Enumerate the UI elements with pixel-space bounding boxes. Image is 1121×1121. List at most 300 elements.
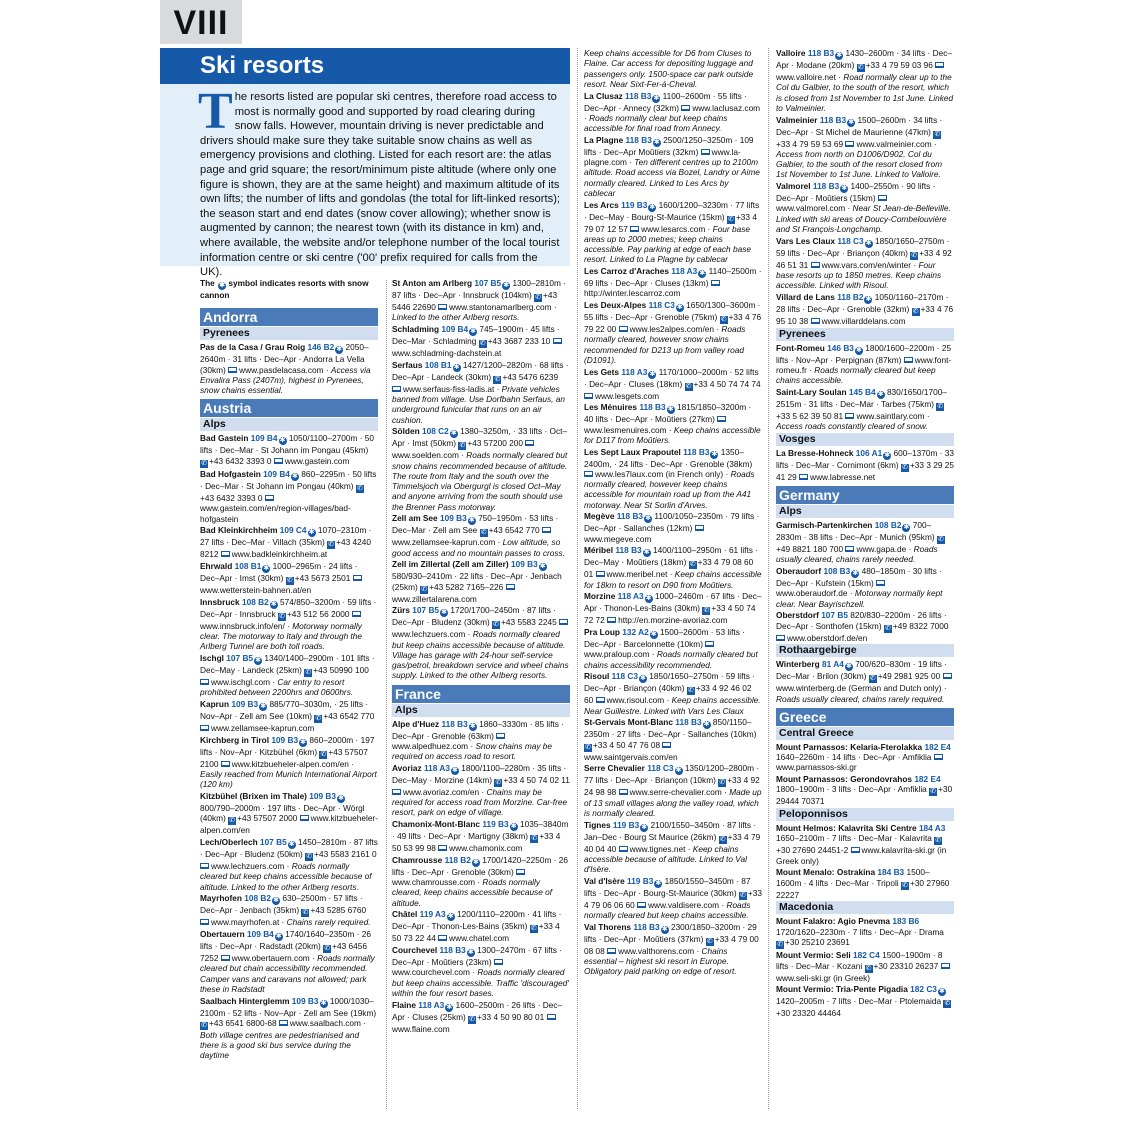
resort-details: 580/930–2410m · 22 lifts · Dec–Apr · Jenbach (25km) (392, 571, 562, 592)
website-icon (596, 571, 605, 577)
website-link[interactable]: www.serfaus-fiss-ladis.at (403, 383, 495, 394)
phone-number: +43 6432 3393 0 (200, 493, 263, 503)
website-icon (547, 1014, 556, 1020)
atlas-grid-ref: 81 A4 (822, 659, 844, 670)
phone-number: +33 4 79 06 06 60 (584, 887, 762, 910)
atlas-grid-ref: 108 C2 (421, 426, 449, 437)
atlas-grid-ref: 109 C4 (279, 525, 307, 536)
atlas-grid-ref: 119 A3 (419, 909, 446, 920)
resort-entry (776, 823, 954, 866)
website-link[interactable]: www.labresse.net (810, 471, 876, 482)
website-icon (265, 495, 274, 501)
resort-entry (584, 367, 762, 401)
snow-cannon-icon: ✱ (653, 94, 660, 102)
phone-number: +33 4 76 79 22 00 (584, 312, 762, 334)
snow-cannon-icon: ✱ (452, 766, 458, 774)
website-link[interactable]: www.stantonamarlberg.com (449, 302, 552, 312)
snow-cannon-icon: ✱ (510, 823, 517, 830)
website-icon (438, 935, 447, 941)
atlas-grid-ref: 109 B3 (439, 513, 467, 524)
resort-details: 1427/1200–2820m · 68 lifts · Dec–Apr · Landeck (30km) (392, 359, 569, 382)
resort-details: 480–1850m · 30 lifts · Dec–Apr · Kufstein (15km) (776, 566, 942, 588)
website-link[interactable]: www.lesgets.com (595, 390, 660, 401)
website-link[interactable]: www.seli-ski.gr (in Greek) (776, 972, 871, 983)
snow-cannon-icon: ✱ (453, 363, 460, 371)
country-heading: France (392, 685, 570, 703)
snow-cannon-icon: ✱ (469, 722, 476, 730)
website-link[interactable]: www.avoriaz.com/en (403, 786, 480, 797)
phone-icon: ✆ (777, 940, 783, 948)
phone-icon: ✆ (324, 945, 331, 952)
continued-note: Keep chains accessible for D6 from Cluses to Flaine. Car access for depositing luggage and passengers only. 1500-space car park outside resort. Near Sixt-Fer-á-Cheval. (584, 48, 754, 89)
resort-note: Keep chains accessible for D117 from Moûtiers. (584, 424, 761, 445)
website-link[interactable]: www.lechzuers.com (392, 629, 466, 640)
website-icon (221, 761, 230, 767)
website-link[interactable]: www.kitzbueheler-alpen.com/en (231, 758, 349, 769)
phone-icon: ✆ (912, 307, 919, 315)
atlas-grid-ref: 108 B1 (424, 359, 452, 370)
atlas-grid-ref: 109 B3 (231, 699, 259, 709)
website-link[interactable]: www.valthorens.com (618, 945, 695, 956)
snow-cannon-icon: ✱ (939, 988, 945, 996)
resort-entry: Kirchberg in Tirol 109 B3 ✱ 860–2000m · 197 lifts · Nov–Apr · Kitzbühel (6km) ✆ +43 57507 2100 www.kitzbueheler-alpen.com/en · Easily reached from Munich International Airport (120 km) (200, 734, 377, 790)
resort-entry: Les Deux-Alpes 118 C3 ✱ 1650/1300–3600m · 55 lifts · Dec–Apr · Grenoble (75km) ✆ +33 4 76 79 22 00 www.les2alpes.com/en · Roads normally cleared, however snow chains recommended for D213 up from valley road (D1091). (584, 300, 762, 365)
website-link[interactable]: www.obertauern.com (231, 953, 310, 963)
website-link[interactable]: www.courchevel.com (392, 967, 470, 978)
country-heading: Germany (776, 486, 954, 504)
resort-entry: Winterberg 81 A4 ✱ 700/620–830m · 19 lifts · Dec–Mar · Brilon (30km) ✆ +49 2981 925 00 www.winterberg.de (German and Dutch only) · Roads usually cleared, chains rarely required. (776, 659, 954, 704)
resort-details: 860–2295m · 50 lifts · Dec–Mar · St Johann im Pongau (40km) (200, 469, 377, 491)
resort-entry: Zürs 107 B5 ✱ 1720/1700–2450m · 87 lifts · Dec–Apr · Bludenz (30km) ✆ +43 5583 2245 www.lechzuers.com · Roads normally cleared but keep chains accessible because of altitude. Village has garage with 24-hour self-service gas/petrol, breakdown service and wheel chains supply. Linked to the other Arlberg resorts. (392, 605, 569, 681)
website-link[interactable]: www.vars.com/en/winter (821, 259, 912, 270)
resort-entry: La Clusaz 118 B3 ✱ 1100–2600m · 55 lifts · Dec–Apr · Annecy (32km) www.laclusaz.com · Roads normally clear but keep chains accessible for final road from Annecy. (584, 90, 761, 133)
resort-note: Roads normally cleared but keep chains accessible because of altitude. Village has garage with 24-hour self-service gas/petrol, breakdown service and wheel chains supply. Linked to the other Arlberg resorts. (392, 629, 569, 681)
resort-details: 574/850–3200m · 59 lifts · Dec–Apr · Innsbruck (200, 596, 377, 619)
resort-note: Chains may be required for access road from Morzine. Car-free resort, park on edge of village. (392, 786, 568, 818)
resort-name: Innsbruck (200, 596, 240, 607)
atlas-grid-ref: 118 B2 (444, 854, 471, 865)
website-link[interactable]: www.kalavrita-ski.gr (in Greek only) (776, 845, 947, 866)
resort-name: Kirchberg in Tirol (200, 734, 269, 745)
phone-icon: ✆ (585, 743, 591, 751)
website-link[interactable]: www.lechzuers.com (211, 861, 285, 871)
website-link[interactable]: www.saintlary.com (856, 410, 925, 421)
phone-number: +43 5673 2501 (294, 573, 351, 583)
website-link[interactable]: www.villarddelans.com (821, 315, 906, 326)
website-link[interactable]: www.parnassos-ski.gr (776, 762, 857, 773)
resort-list (584, 48, 762, 977)
snow-cannon-icon: ✱ (699, 270, 706, 277)
atlas-grid-ref: 118 B3 (633, 921, 660, 932)
atlas-grid-ref: 118 C3 (647, 763, 674, 774)
snow-cannon-icon: ✱ (711, 450, 718, 458)
column-4 (776, 48, 954, 1020)
resort-entry (200, 525, 378, 559)
website-link[interactable]: www.zellamsee-kaprun.com (211, 723, 315, 733)
website-link[interactable]: www.la-plagne.com (584, 146, 741, 167)
website-link[interactable]: www.ischgl.com (211, 677, 271, 687)
atlas-grid-ref: 107 B5 (412, 605, 440, 616)
resort-note: Roads normally cleared, however keep chains accessible for mountain road up from the A41 motorway. Near St Sorlin d'Arves. (584, 468, 755, 510)
resort-entry: Tignes 119 B3 ✱ 2100/1550–3450m · 87 lifts · Jan–Dec · Bourg St Maurice (26km) ✆ +33 4 79 40 04 40 www.tignes.net · Keep chains accessible because of altitude. Linked to Val d'Isère. (584, 819, 761, 874)
atlas-grid-ref: 118 B3 (441, 718, 468, 729)
column-divider (768, 48, 769, 1109)
resort-details: 1600/1200–3230m · 77 lifts · Dec–May · Bourg-St-Maurice (15km) (584, 199, 760, 222)
atlas-grid-ref: 146 B3 (827, 342, 854, 353)
resort-name: Serre Chevalier (584, 763, 645, 774)
atlas-grid-ref: 109 B4 (250, 433, 278, 444)
website-icon (695, 525, 704, 531)
phone-icon: ✆ (201, 459, 207, 467)
website-link[interactable]: www.schladming-dachstein.at (392, 348, 502, 358)
website-link[interactable]: www.risoul.com (606, 695, 665, 706)
atlas-grid-ref: 118 B3 (625, 90, 652, 101)
resort-details: 1070–2310m · 27 lifts · Dec–Mar · Villach (35km) (200, 525, 372, 548)
resort-name: Megève (584, 511, 615, 522)
snow-cannon-icon: ✱ (852, 570, 859, 577)
region-heading: Vosges (776, 433, 954, 446)
website-link[interactable]: http://en.morzine-avoriaz.com (618, 615, 728, 626)
atlas-grid-ref: 145 B4 (848, 386, 876, 397)
atlas-grid-ref: 118 B3 (819, 114, 847, 125)
resort-name: Saint-Lary Soulan (776, 386, 847, 397)
phone-number: +33 4 92 24 98 98 (584, 775, 760, 798)
resort-name: Morzine (584, 591, 616, 602)
snow-cannon-icon: ✱ (653, 138, 660, 146)
website-link[interactable]: www.soelden.com (392, 450, 459, 461)
atlas-grid-ref: 109 B4 (441, 324, 469, 334)
resort-name: Vars Les Claux (776, 235, 836, 246)
phone-icon: ✆ (728, 215, 734, 223)
resort-entry (200, 699, 378, 733)
website-link[interactable]: www.flaine.com (392, 1023, 450, 1034)
phone-icon: ✆ (687, 687, 694, 695)
phone-number: +43 50990 100 (313, 665, 369, 675)
atlas-grid-ref: 109 B4 (247, 929, 274, 939)
resort-name: Méribel (584, 545, 614, 556)
region-heading: Alps (200, 418, 378, 431)
resort-note: Near St Jean-de-Belleville. Linked with ski areas of Doucy-Combelouvière and St François-Longchamp. (776, 203, 951, 234)
website-link[interactable]: www.saintgervais.com/en (584, 751, 678, 762)
website-link[interactable]: www.valloire.net (776, 72, 836, 82)
resort-name: Val Thorens (584, 921, 632, 932)
resort-list (200, 308, 378, 1060)
resort-details: 1380–3250m, · 33 lifts · Oct–Apr · Imst (50km) (392, 426, 568, 449)
website-link[interactable]: www.font-romeu.fr (776, 354, 952, 375)
resort-entry (584, 717, 762, 762)
resort-name: Obertauern (200, 929, 245, 939)
website-icon (934, 754, 943, 760)
resort-list (392, 278, 570, 1034)
phone-icon: ✆ (306, 853, 313, 860)
resort-details: 860–2000m · 197 lifts · Nov–Apr · Kitzbühel (6km) (200, 734, 375, 757)
resort-name: Val d'Isère (584, 875, 625, 886)
website-icon (811, 262, 820, 268)
atlas-grid-ref: 109 B4 (263, 469, 290, 479)
snow-cannon-icon: ✱ (649, 370, 656, 378)
website-icon (811, 318, 820, 324)
website-icon (701, 149, 710, 155)
website-link[interactable]: www.valmeinier.com (856, 138, 932, 149)
resort-details: 1350–2400m, · 24 lifts · Dec–Apr · Grenoble (38km) (584, 446, 753, 469)
resort-entry (392, 909, 570, 943)
website-link[interactable]: www.innsbruck.info/en/ (200, 620, 285, 631)
phone-icon: ✆ (495, 778, 502, 786)
snow-cannon-icon: ✱ (675, 767, 682, 775)
phone-icon: ✆ (421, 585, 428, 593)
website-link[interactable]: www.lesarcs.com (641, 223, 706, 234)
website-link[interactable]: www.pasdelacasa.com (239, 364, 324, 375)
resort-name: Mount Falakro: Agio Pnevma (776, 916, 891, 927)
resort-entry: La Plagne 118 B3 ✱ 2500/1250–3250m · 109 lifts · Dec–Apr Moûtiers (32km) www.la-plagne.com · Ten different centres up to 2100m altitude. Road access via Bozel, Landry or Aime normally cleared. Linked to Les Arcs by cablecar (584, 134, 760, 198)
country-heading: Andorra (200, 308, 378, 326)
website-link[interactable]: www.meribel.net (606, 569, 668, 580)
website-icon (705, 641, 714, 647)
snow-cannon-icon: ✱ (468, 517, 475, 525)
website-link[interactable]: www.badkleinkirchheim.at (231, 549, 328, 560)
website-link[interactable]: www.alpedhuez.com (392, 740, 469, 751)
phone-number: +33 5 62 39 50 81 (776, 410, 844, 421)
website-icon (506, 584, 515, 590)
phone-number: +33 4 79 59 53 69 (776, 138, 844, 149)
snow-cannon-icon: ✱ (446, 1003, 453, 1011)
website-icon (274, 458, 283, 464)
snow-cannon-icon: ✱ (661, 925, 668, 933)
resort-details: 885/770–3030m, · 25 lifts · Nov–Apr · Zell am See (10km) (200, 699, 369, 721)
website-icon (300, 815, 309, 821)
phone-icon: ✆ (201, 1021, 207, 1029)
website-link[interactable]: www.gastein.com/en/region-villages/bad-hofgastein (200, 503, 351, 524)
website-link[interactable]: www.zellamsee-kaprun.com (392, 537, 496, 548)
resort-entry: Méribel 118 B3 ✱ 1400/1100–2950m · 61 lifts · Dec–May · Moûtiers (18km) ✆ +33 4 79 08 60 01 www.meribel.net · Keep chains accessible for 18km to resort on D90 from Moûtiers. (584, 545, 762, 590)
phone-number: +30 27960 22227 (776, 877, 950, 900)
resort-details: 2100/1550–3450m · 87 lifts · Jan–Dec · Bourg St Maurice (26km) (584, 819, 757, 842)
resort-name: Kaprun (200, 699, 230, 709)
website-link[interactable]: www.gapa.de (856, 544, 907, 554)
website-link[interactable]: www.tignes.net (629, 843, 686, 854)
atlas-grid-ref: 182 E4 (924, 741, 951, 752)
resort-entry: Serre Chevalier 118 C3 ✱ 1350/1200–2800m · 77 lifts · Dec–Apr · Briançon (10km) ✆ +33 4 92 24 98 98 www.serre-chevalier.com · Made up of 13 small villages along the valley road, which is normally cleared. (584, 763, 762, 818)
atlas-grid-ref: 182 C3 (910, 984, 937, 995)
atlas-grid-ref: 118 C3 (837, 235, 864, 246)
resort-list (776, 48, 954, 1019)
website-link[interactable]: www.mayrhofen.at (211, 917, 280, 928)
website-link[interactable]: www.laclusaz.com (692, 102, 761, 113)
resort-entry: Zell am See 109 B3 ✱ 750–1950m · 53 lifts · Dec–Mar · Zell am See ✆ +43 6542 770 www.zellamsee-kaprun.com · Low altitude, so good access and no mountain passes to cross. (392, 513, 565, 558)
resort-details: 1500–2600m · 34 lifts · Dec–Apr · St Michel de Maurienne (47km) (776, 114, 943, 137)
resort-entry (392, 1000, 570, 1034)
atlas-grid-ref: 118 B3 (812, 181, 840, 191)
website-icon (392, 789, 401, 795)
resort-entry: Lech/Oberlech 107 B5 ✱ 1450–2810m · 87 lifts · Dec–Apr · Bludenz (50km) ✆ +43 5583 2161 0 www.lechzuers.com · Roads normally cleared but keep chains accessible because of altitude. Linked to the other Arlberg resorts. (200, 837, 378, 892)
snow-cannon-icon: ✱ (865, 239, 872, 247)
resort-name: Chamrousse (392, 854, 443, 865)
region-heading: Peloponnisos (776, 808, 954, 821)
phone-number: +43 5583 2161 0 (314, 849, 377, 859)
resort-name: Kitzbühel (Brixen im Thale) (200, 791, 307, 801)
snow-cannon-icon: ✱ (263, 565, 270, 572)
website-link[interactable]: www.les7laux.com (in French only) (595, 468, 724, 479)
resort-note: Ten different centres up to 2100m altitude. Road access via Bozel, Landry or Aime normally cleared. Linked to Les Arcs by cablecar (584, 157, 760, 198)
website-link[interactable]: www.wetterstein-bahnen.at/en (200, 585, 312, 595)
resort-entry: Ischgl 107 B5 ✱ 1340/1400–2900m · 101 lifts · Dec–May · Landeck (25km) ✆ +43 50990 100 www.ischgl.com · Car entry to resort prohibited between 2200hrs and 0600hrs. (200, 653, 375, 698)
country-heading: Greece (776, 708, 954, 726)
resort-name: Pas de la Casa / Grau Roig (200, 342, 306, 353)
resort-details: 1350/1200–2800m · 77 lifts · Dec–Apr · Briançon (10km) (584, 763, 760, 786)
resort-details: 1720/1620–2230m · 7 lifts · Dec–Apr · Drama (776, 926, 944, 937)
atlas-grid-ref: 118 A3 (418, 999, 445, 1010)
resort-name: Avoriaz (392, 762, 422, 773)
website-link[interactable]: www.gastein.com (284, 455, 350, 466)
atlas-grid-ref: 118 B3 (683, 446, 710, 457)
website-icon (525, 440, 534, 446)
website-icon (845, 141, 854, 147)
website-icon (228, 367, 237, 373)
atlas-grid-ref: 118 C3 (611, 671, 638, 682)
atlas-grid-ref: 108 B2 (874, 520, 902, 530)
snow-cannon-legend (200, 278, 378, 300)
phone-icon: ✆ (459, 442, 466, 450)
snow-cannon-icon: ✱ (884, 451, 891, 459)
resort-name: Mount Helmos: Kalavrita Ski Centre (776, 823, 917, 833)
resort-details: 1815/1850–3200m · 40 lifts · Dec–Apr · Moûtiers (27km) (584, 402, 752, 425)
atlas-grid-ref: 118 B2 (837, 291, 864, 302)
phone-icon: ✆ (719, 779, 726, 787)
resort-details: 1050/1160–2170m · 28 lifts · Dec–Apr · Grenoble (32km) (776, 291, 949, 314)
phone-icon: ✆ (857, 64, 864, 71)
resort-name: Lech/Oberlech (200, 837, 258, 847)
website-link[interactable]: www.praloup.com (584, 649, 650, 660)
resort-note: Roads normally cleared but chains accessibility recommended. (584, 649, 758, 670)
resort-note: Roads normally cleared but keep chains accessible. (776, 364, 936, 385)
phone-icon: ✆ (703, 607, 710, 615)
website-link[interactable]: www.valdisere.com (648, 899, 720, 910)
website-link[interactable]: www.les2alpes.com/en (629, 324, 715, 334)
resort-entry: Font-Romeu 146 B3 ✱ 1800/1600–2200m · 25 lifts · Nov–Apr · Perpignan (87km) www.font-romeu.fr · Roads normally cleared but keep chains accessible. (776, 342, 952, 385)
resort-details: 1720/1700–2450m · 87 lifts · Dec–Apr · Bludenz (30km) (392, 605, 556, 628)
website-link[interactable]: http://winter.lescarroz.com (584, 288, 681, 299)
website-icon (711, 280, 720, 286)
snow-cannon-icon: ✱ (447, 913, 454, 921)
website-link[interactable]: www.oberaudorf.de (776, 588, 848, 599)
website-link[interactable]: www.chamrousse.com (392, 877, 475, 887)
resort-entry (392, 324, 570, 358)
website-link[interactable]: www.megeve.com (584, 533, 652, 544)
resort-entry: St Anton am Arlberg 107 B5 ✱ 1300–2810m · 87 lifts · Dec–Apr · Innsbruck (104km) ✆ +43 5446 22690 www.stantonamarlberg.com · Linked to the other Arlberg resorts. (392, 278, 566, 323)
phone-icon: ✆ (356, 485, 363, 492)
snow-cannon-icon: ✱ (338, 795, 344, 802)
resort-details: 1650–2100m · 7 lifts · Dec–Mar · Kalavrita (776, 833, 932, 844)
column-1 (200, 278, 378, 1062)
website-link[interactable]: www.oberstdorf.de/en (787, 632, 868, 643)
resort-name: Les Arcs (584, 199, 619, 210)
resort-note: Chains rarely required. (286, 917, 371, 928)
snow-cannon-icon: ✱ (903, 524, 910, 531)
snow-cannon-icon: ✱ (300, 738, 307, 746)
website-icon (494, 959, 503, 965)
website-link[interactable]: www.serre-chevalier.com (629, 787, 722, 798)
phone-icon: ✆ (535, 294, 541, 301)
website-icon (681, 105, 690, 111)
website-link[interactable]: www.winterberg.de (German and Dutch only) (776, 683, 942, 694)
phone-number: +33 4 79 00 08 08 (584, 933, 759, 956)
snow-cannon-icon: ✱ (865, 295, 872, 303)
snow-cannon-icon: ✱ (273, 897, 279, 905)
resort-entry: Valmorel 118 B3 ✱ 1400–2550m · 90 lifts · Dec–Apr · Moûtiers (15km) www.valmorel.com · Near St Jean-de-Belleville. Linked with ski areas of Doucy-Combelouvière and St François-Longchamp. (776, 181, 951, 234)
website-link[interactable]: www.kitzbueheler-alpen.com/en (200, 813, 378, 836)
phone-icon: ✆ (937, 402, 944, 410)
resort-name: Valloire (776, 48, 806, 58)
snow-cannon-icon: ✱ (667, 406, 674, 414)
phone-number: +33 4 92 46 51 31 (776, 247, 952, 270)
website-icon (584, 471, 593, 477)
phone-number: +43 6542 770 (323, 711, 375, 721)
resort-details: 1170/1000–2000m · 52 lifts · Dec–Apr · Cluses (18km) (584, 366, 759, 389)
resort-name: Chamonix-Mont-Blanc (392, 819, 481, 829)
resort-details: 1100/1050–2350m · 79 lifts · Dec–Apr · Sallanches (12km) (584, 511, 760, 534)
resort-entry: Avoriaz 118 A3 ✱ 1800/1100–2280m · 35 lifts · Dec–May · Morzine (14km) ✆ +33 4 50 74 02 11 www.avoriaz.com/en · Chains may be required for access road from Morzine. Car-free resort, park on edge of village. (392, 762, 570, 818)
resort-entry (584, 266, 762, 299)
snow-cannon-icon: ✱ (279, 437, 286, 445)
resort-name: Bad Kleinkirchheim (200, 525, 278, 536)
resort-name: Les Gets (584, 366, 620, 377)
atlas-grid-ref: 118 C3 (648, 300, 675, 310)
snow-cannon-icon: ✱ (320, 999, 327, 1007)
resort-details: 2050–2640m · 31 lifts · Dec–Apr · Andorra La Vella (30km) (200, 342, 369, 375)
resort-note: Roads normally cleared, keep chains accessible because of altitude. (392, 877, 553, 908)
resort-entry: Les Arcs 119 B3 ✱ 1600/1200–3230m · 77 lifts · Dec–May · Bourg-St-Maurice (15km) ✆ +33 4 79 07 12 57 www.lesarcs.com · Four base areas up to 2000 metres; keep chains accessible. Pay parking at edge of each base resort. Linked to La Plagne by cablecar (584, 199, 760, 265)
resort-name: Les Carroz d'Araches (584, 266, 669, 276)
resort-name: Zell am See (392, 513, 438, 524)
website-link[interactable]: www.valmorel.com (776, 203, 846, 214)
atlas-grid-ref: 108 B2 (244, 893, 272, 904)
phone-number: +33 4 76 95 10 38 (776, 303, 954, 326)
website-link[interactable]: www.chatel.com (449, 933, 510, 944)
resort-details: 850/1150–2350m · 27 lifts · Dec–Apr · Sallanches (10km) (584, 717, 757, 740)
resort-details: 1100–2600m · 55 lifts · Dec–Apr · Annecy (32km) (584, 90, 747, 113)
resort-details: 1850/1650–2750m · 59 lifts · Dec–Apr · Briançon (40km) (776, 235, 950, 258)
website-icon (496, 733, 505, 739)
resort-details: 1800/1100–2280m · 35 lifts · Dec–May · Morzine (14km) (392, 762, 567, 785)
snow-cannon-icon: ✱ (841, 185, 848, 192)
resort-note: Made up of 13 small villages along the valley road, which is normally cleared. (584, 787, 762, 818)
phone-number: +43 6456 7252 (200, 941, 367, 963)
resort-name: Winterberg (776, 659, 820, 670)
phone-number: +43 6541 6800-68 (209, 1017, 277, 1028)
resort-entry: Saalbach Hinterglemm 109 B3 ✱ 1000/1030–2100m · 52 lifts · Nov–Apr · Zell am See (19km) ✆ +43 6541 6800-68 www.saalbach.com · Both village centres are pedestrianised and there is a good ski bus service during the daytime (200, 995, 377, 1061)
atlas-grid-ref: 108 B1 (234, 561, 262, 571)
resort-note: Low altitude, so good access and no mountain passes to cross. (392, 537, 565, 558)
resort-name: Alpe d'Huez (392, 718, 440, 729)
resort-details: 1050/1100–2700m · 50 lifts · Dec–Mar · St Johann im Pongau (45km) (200, 433, 375, 456)
website-link[interactable]: www.lesmenuires.com (584, 424, 667, 435)
resort-entry (776, 742, 954, 773)
atlas-grid-ref: 109 B3 (309, 791, 337, 801)
website-link[interactable]: www.zillertalarena.com (392, 593, 477, 604)
phone-number: +33 4 50 74 02 11 (503, 774, 570, 785)
resort-entry: Pas de la Casa / Grau Roig 146 B2 ✱ 2050–2640m · 31 lifts · Dec–Apr · Andorra La Vella (30km) www.pasdelacasa.com · Access via Envalira Pass (2407m), highest in Pyrenees, snow chains essential. (200, 342, 371, 395)
atlas-grid-ref: 107 B5 (259, 837, 287, 847)
snow-cannon-icon: ✱ (703, 721, 710, 729)
phone-number: +33 4 79 07 12 57 (584, 211, 757, 234)
website-link[interactable]: www.saalbach.com (289, 1017, 361, 1028)
phone-number: +43 57200 200 (467, 438, 523, 449)
region-heading: Central Greece (776, 727, 954, 740)
website-icon (941, 963, 950, 969)
resort-note: Chains essential – highest ski resort in Europe. Obligatory paid parking on edge of resort. (584, 945, 737, 977)
website-link[interactable]: www.chamonix.com (449, 843, 523, 853)
resort-details: 1300–2810m · 87 lifts · Dec–Apr · Innsbruck (104km) (392, 278, 566, 300)
